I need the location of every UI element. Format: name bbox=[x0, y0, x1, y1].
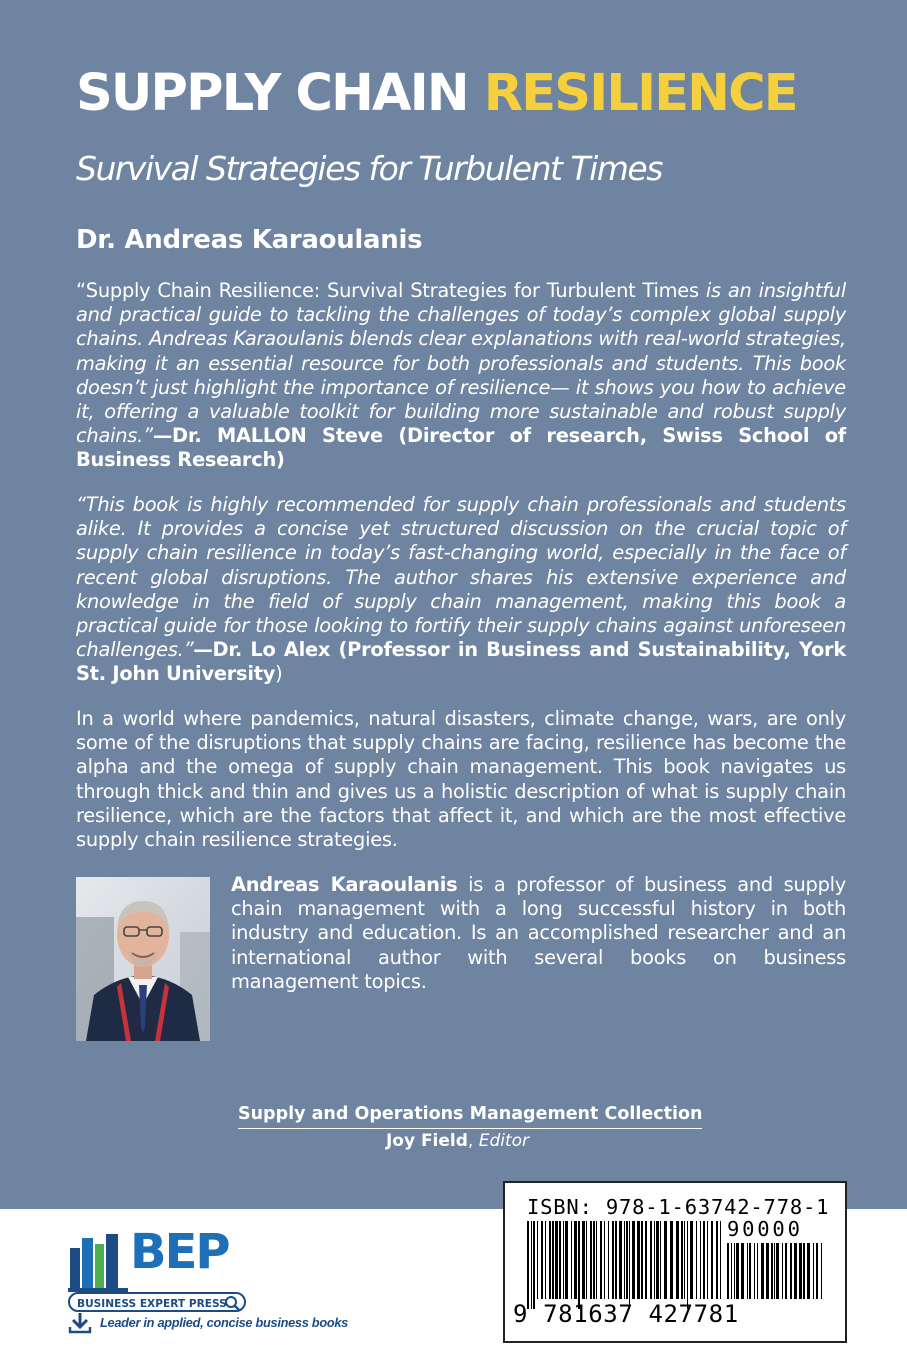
barcode-bar bbox=[559, 1221, 561, 1299]
bio-author-name: Andreas Karaoulanis bbox=[231, 873, 458, 896]
barcode-bar bbox=[727, 1243, 729, 1299]
barcode-bar bbox=[582, 1221, 585, 1299]
addon-barcode-bars bbox=[727, 1243, 827, 1309]
barcode-bar bbox=[776, 1243, 779, 1299]
barcode-bar bbox=[741, 1243, 744, 1299]
title-part-1: SUPPLY CHAIN bbox=[76, 64, 484, 123]
review-2-closing: ) bbox=[275, 662, 283, 686]
author-portrait-image bbox=[76, 877, 210, 1041]
barcode-bar bbox=[782, 1243, 783, 1299]
barcode-bar bbox=[676, 1221, 679, 1299]
barcode-bar bbox=[774, 1243, 775, 1299]
publisher-name-text: BUSINESS EXPERT PRESS bbox=[77, 1298, 227, 1310]
barcode-bar bbox=[707, 1221, 708, 1299]
barcode-bar bbox=[766, 1243, 769, 1299]
barcode-bar bbox=[632, 1221, 635, 1299]
barcode-bar bbox=[571, 1221, 572, 1299]
barcode-bar bbox=[761, 1243, 764, 1299]
price-code: 90000 bbox=[727, 1217, 803, 1241]
barcode-bar bbox=[565, 1221, 568, 1299]
barcode-bar bbox=[590, 1221, 592, 1299]
book-subtitle: Survival Strategies for Turbulent Times bbox=[76, 149, 662, 188]
barcode-bar bbox=[537, 1221, 538, 1299]
barcode-bar bbox=[555, 1221, 558, 1299]
review-1 bbox=[76, 279, 846, 473]
publisher-logo bbox=[68, 1224, 348, 1340]
barcode-bar bbox=[720, 1221, 721, 1299]
download-icon bbox=[68, 1312, 92, 1334]
book-title bbox=[76, 64, 797, 123]
barcode-bar bbox=[700, 1221, 701, 1299]
barcode-bar bbox=[736, 1243, 739, 1299]
barcode-bar bbox=[670, 1221, 673, 1299]
barcode-bar bbox=[596, 1221, 597, 1299]
barcode-bar bbox=[656, 1221, 659, 1299]
isbn-label: ISBN: 978-1-63742-778-1 bbox=[527, 1195, 830, 1219]
barcode-bar bbox=[593, 1221, 595, 1299]
barcode-bar bbox=[545, 1221, 546, 1299]
barcode-bar bbox=[703, 1221, 705, 1299]
barcode-bar bbox=[749, 1243, 751, 1299]
barcode-bar bbox=[641, 1221, 643, 1299]
barcode-bar bbox=[600, 1221, 602, 1299]
isbn-barcode bbox=[503, 1181, 847, 1343]
barcode-bar bbox=[813, 1243, 814, 1299]
barcode-bar bbox=[803, 1243, 805, 1299]
barcode-bar bbox=[552, 1221, 554, 1299]
barcode-bar bbox=[645, 1221, 647, 1299]
publisher-logo-word: BEP bbox=[130, 1224, 229, 1280]
barcode-bar bbox=[747, 1243, 748, 1299]
ean-digits: 9 781637 427781 bbox=[513, 1300, 739, 1328]
barcode-bar bbox=[785, 1243, 787, 1299]
barcode-bar bbox=[771, 1243, 773, 1299]
review-2 bbox=[76, 493, 846, 687]
barcode-bar bbox=[654, 1221, 655, 1299]
barcode-bar bbox=[615, 1221, 617, 1299]
barcode-bar bbox=[541, 1221, 543, 1299]
publisher-name bbox=[68, 1292, 246, 1312]
review-1-book-title: “Supply Chain Resilience: Survival Strategies for Turbulent Times bbox=[76, 279, 699, 302]
barcode-bar bbox=[578, 1221, 580, 1309]
barcode-bar bbox=[533, 1221, 535, 1309]
barcode-bar bbox=[527, 1221, 529, 1309]
barcode-bar bbox=[563, 1221, 564, 1299]
barcode-bar bbox=[574, 1221, 577, 1299]
barcode-bar bbox=[664, 1221, 667, 1299]
barcode-bar bbox=[586, 1221, 587, 1299]
barcode-bar bbox=[816, 1243, 818, 1299]
book-description: In a world where pandemics, natural disasters, climate change, wars, are only some of the disruptions that supply chains are facing, resilience has become the alpha and the omega of supply chain management. This book navigates us through thick and thin and gives us a holistic description of what is supply chain resilience, which are the factors that affect it, and which are the most effective supply chain resilience strategies. bbox=[76, 707, 846, 852]
barcode-bar bbox=[734, 1243, 735, 1299]
series-editor: Joy Field, Editor bbox=[385, 1131, 530, 1151]
barcode-bar bbox=[790, 1243, 792, 1299]
review-2-text: “This book is highly recommended for supply chain professionals and students alike. It provides a concise yet structured discussion on the crucial topic of supply chain resilience in today’s fast-changing world, especially in the face of recent global disruptions. The author shares his extensive experience and knowledge in the field of supply chain management, making this book a practical guide for those looking to fortify their supply chains against unforeseen challenges.” bbox=[76, 493, 846, 662]
review-1-attribution: —Dr. MALLON Steve (Director of research, Swiss School of Business Research) bbox=[76, 424, 846, 472]
barcode-bar bbox=[799, 1243, 802, 1299]
barcode-bar bbox=[531, 1221, 532, 1309]
editor-name: Joy Field bbox=[385, 1131, 468, 1151]
barcode-bar bbox=[549, 1221, 551, 1299]
magnifier-icon bbox=[223, 1294, 241, 1312]
series-name: Supply and Operations Management Collection bbox=[238, 1104, 702, 1129]
barcode-bar bbox=[711, 1221, 713, 1299]
barcode-bar bbox=[626, 1221, 628, 1299]
books-icon bbox=[68, 1230, 132, 1294]
barcode-bar bbox=[794, 1243, 797, 1299]
author-name: Dr. Andreas Karaoulanis bbox=[76, 225, 423, 255]
author-photo bbox=[76, 877, 210, 1041]
barcode-bar bbox=[807, 1243, 810, 1299]
barcode-bar bbox=[687, 1221, 688, 1309]
barcode-bar bbox=[619, 1221, 622, 1299]
barcode-bar bbox=[757, 1243, 758, 1299]
barcode-bar bbox=[629, 1221, 630, 1309]
barcode-bar bbox=[690, 1221, 693, 1299]
barcode-bar bbox=[612, 1221, 614, 1299]
barcode-bar bbox=[716, 1221, 718, 1299]
barcode-bar bbox=[696, 1221, 697, 1299]
barcode-bar bbox=[821, 1243, 822, 1299]
barcode-bar bbox=[608, 1221, 609, 1299]
barcode-bar bbox=[684, 1221, 685, 1299]
barcode-bar bbox=[604, 1221, 605, 1299]
barcode-bar bbox=[650, 1221, 652, 1299]
editor-role: Editor bbox=[478, 1131, 530, 1151]
author-bio bbox=[231, 873, 846, 994]
bio-text: is a professor of business and supply chain management with a long successful history in both industry and education. Is an accomplished researcher and an international author with several books on business management topics. bbox=[231, 873, 846, 993]
title-part-2: RESILIENCE bbox=[483, 64, 797, 123]
barcode-bar bbox=[637, 1221, 640, 1299]
publisher-tagline: Leader in applied, concise business books bbox=[100, 1315, 348, 1330]
review-1-text: is an insightful and practical guide to tackling the challenges of today’s complex global supply chains. Andreas Karaoulanis blends clear explanations with real-world strategies, making it an essential resource for both professionals and students. This book doesn’t just highlight the importance of resilience— it shows you how to achieve it, offering a valuable toolkit for building more sustainable and robust supply chains.” bbox=[76, 279, 846, 448]
barcode-bar bbox=[731, 1243, 732, 1299]
ean-barcode-bars bbox=[527, 1221, 723, 1309]
barcode-bar bbox=[624, 1221, 625, 1299]
review-2-attribution: —Dr. Lo Alex (Professor in Business and Sustainability, York St. John University bbox=[76, 638, 846, 686]
barcode-bar bbox=[681, 1221, 683, 1299]
barcode-bar bbox=[754, 1243, 755, 1299]
barcode-bar bbox=[660, 1221, 661, 1299]
